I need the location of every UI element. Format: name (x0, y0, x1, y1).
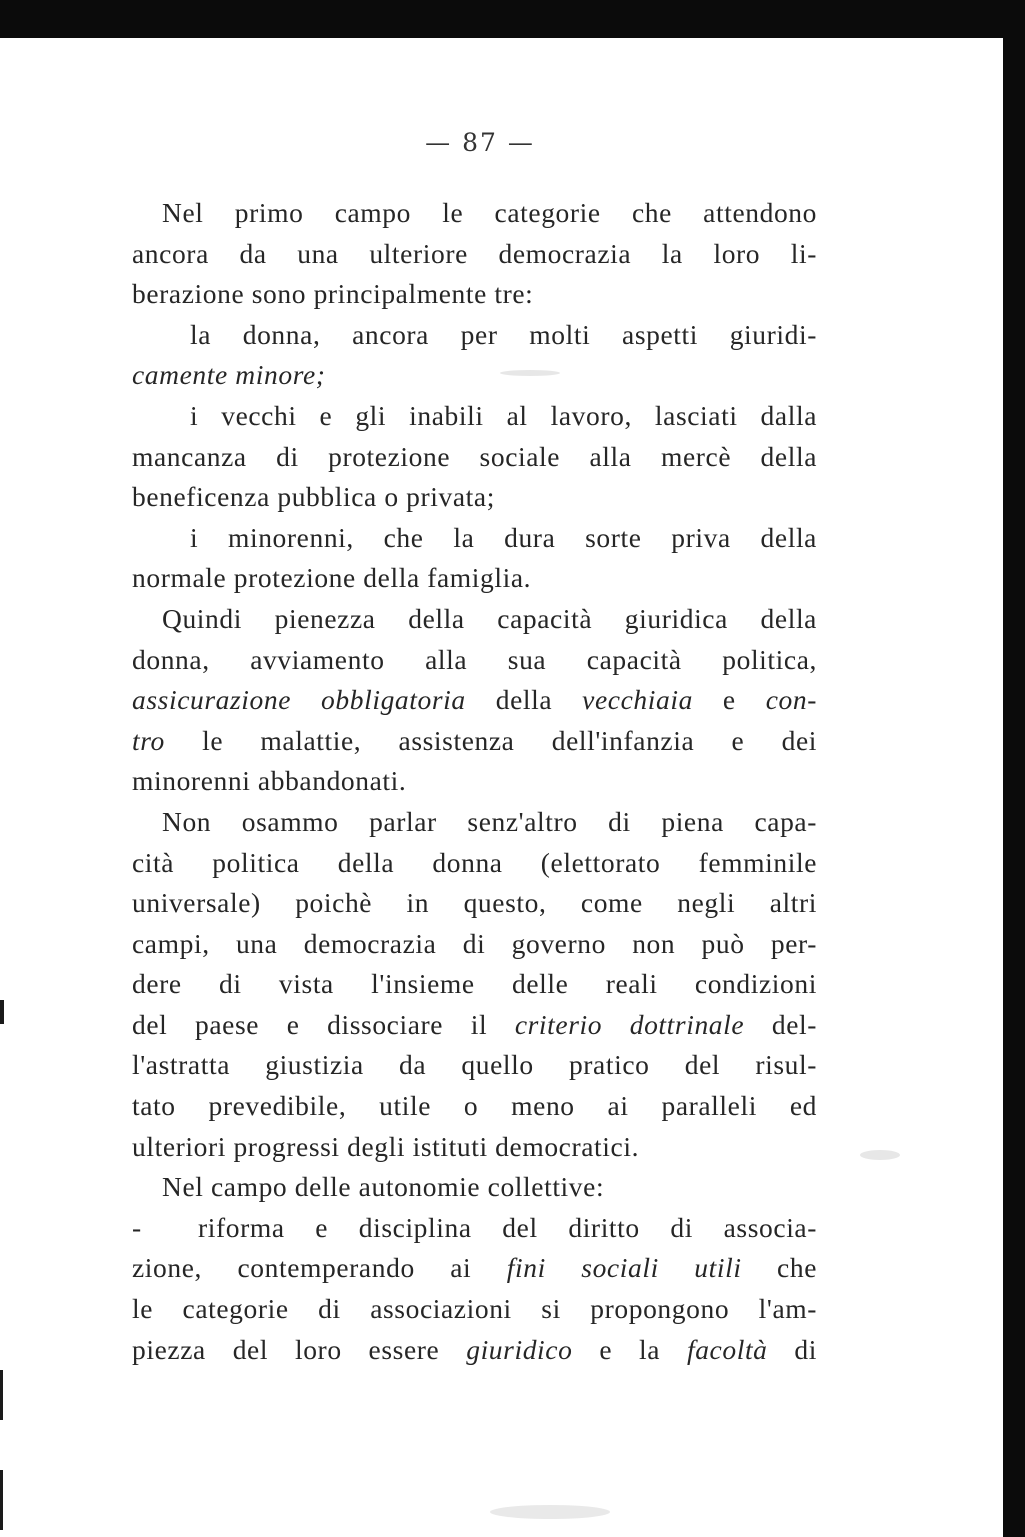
text-line (132, 315, 817, 356)
text-italic: tro (132, 724, 165, 756)
text: tato prevedibile, utile o meno ai paralleli ed (132, 1090, 817, 1122)
text-line (132, 761, 817, 802)
text: Non osammo parlar senz'altro di piena capa- (162, 805, 817, 837)
text: i vecchi e gli inabili al lavoro, lasciati dalla (190, 399, 817, 431)
text-line (132, 802, 817, 843)
text-italic: fini sociali utili (506, 1252, 742, 1284)
text-line (132, 1045, 817, 1086)
text: riforma e disciplina del diritto di associa- (198, 1211, 817, 1243)
text-italic: assicurazione obbligatoria (132, 684, 466, 716)
text: mancanza di protezione sociale alla mercè della (132, 440, 817, 472)
text: del paese e dissociare il (132, 1008, 515, 1040)
edge-mark (0, 1000, 4, 1024)
text-line (132, 234, 817, 275)
text: donna, avviamento alla sua capacità politica, (132, 643, 817, 675)
text-line (132, 1289, 817, 1330)
text-line (132, 274, 817, 315)
text-line (132, 843, 817, 884)
text: minorenni abbandonati. (132, 765, 407, 797)
text-line (132, 437, 817, 478)
scan-border-right (1003, 0, 1025, 1537)
text: ulteriori progressi degli istituti democratici. (132, 1130, 640, 1162)
page-number: — 87 — (425, 128, 535, 157)
text: del- (744, 1008, 817, 1040)
text-line (132, 193, 817, 234)
text-line (132, 964, 817, 1005)
text: Nel campo delle autonomie collettive: (162, 1171, 605, 1203)
text: universale) poichè in questo, come negli altri (132, 887, 817, 919)
text: camente minore; (132, 359, 326, 391)
text-line (132, 355, 817, 396)
text: piezza del loro essere (132, 1333, 467, 1365)
text: normale protezione della famiglia. (132, 562, 532, 594)
text: le malattie, assistenza dell'infanzia e dei (164, 724, 817, 756)
text-line (132, 680, 817, 721)
text-line (132, 883, 817, 924)
scan-noise (490, 1505, 610, 1519)
text-line (132, 721, 817, 762)
text-line (132, 1330, 817, 1371)
text: della (465, 684, 583, 716)
text-line (132, 924, 817, 965)
body-text (132, 193, 817, 1370)
text-line (132, 1248, 817, 1289)
text: e la (572, 1333, 687, 1365)
text: e (692, 684, 766, 716)
text: le categorie di associazioni si propongono l'am- (132, 1293, 817, 1325)
text: i minorenni, che la dura sorte priva della (190, 521, 817, 553)
text-italic: facoltà (686, 1333, 768, 1365)
text: che (741, 1252, 817, 1284)
text: dere di vista l'insieme delle reali condizioni (132, 968, 817, 1000)
text-line (132, 477, 817, 518)
edge-mark (0, 1370, 3, 1420)
text: campi, una democrazia di governo non può per- (132, 927, 817, 959)
text: Nel primo campo le categorie che attendono (162, 197, 817, 228)
list-dash: - (132, 1211, 142, 1243)
text: la donna, ancora per molti aspetti giuridi- (190, 318, 817, 350)
text-line (132, 599, 817, 640)
text-line (132, 396, 817, 437)
edge-mark (0, 1470, 3, 1530)
text: zione, contemperando ai (132, 1252, 507, 1284)
text-italic: giuridico (466, 1333, 573, 1365)
text-line (132, 1208, 817, 1249)
text: cità politica della donna (elettorato femminile (132, 846, 817, 878)
text-line (132, 518, 817, 559)
scan-border-top (0, 0, 1025, 38)
text-line (132, 1086, 817, 1127)
text-italic: con- (765, 684, 817, 716)
text: berazione sono principalmente tre: (132, 278, 534, 310)
text: di (767, 1333, 818, 1365)
scan-noise (860, 1150, 900, 1160)
text-line (132, 1005, 817, 1046)
text: beneficenza pubblica o privata; (132, 481, 495, 513)
text-line (132, 640, 817, 681)
text-line (132, 558, 817, 599)
text: Quindi pienezza della capacità giuridica della (162, 602, 817, 634)
text-italic: criterio dottrinale (514, 1008, 745, 1040)
text-italic: vecchiaia (582, 684, 693, 716)
text: ancora da una ulteriore democrazia la loro li- (132, 237, 817, 269)
text-line (132, 1127, 817, 1168)
text: l'astratta giustizia da quello pratico del risul- (132, 1049, 817, 1081)
text-line (132, 1167, 817, 1208)
